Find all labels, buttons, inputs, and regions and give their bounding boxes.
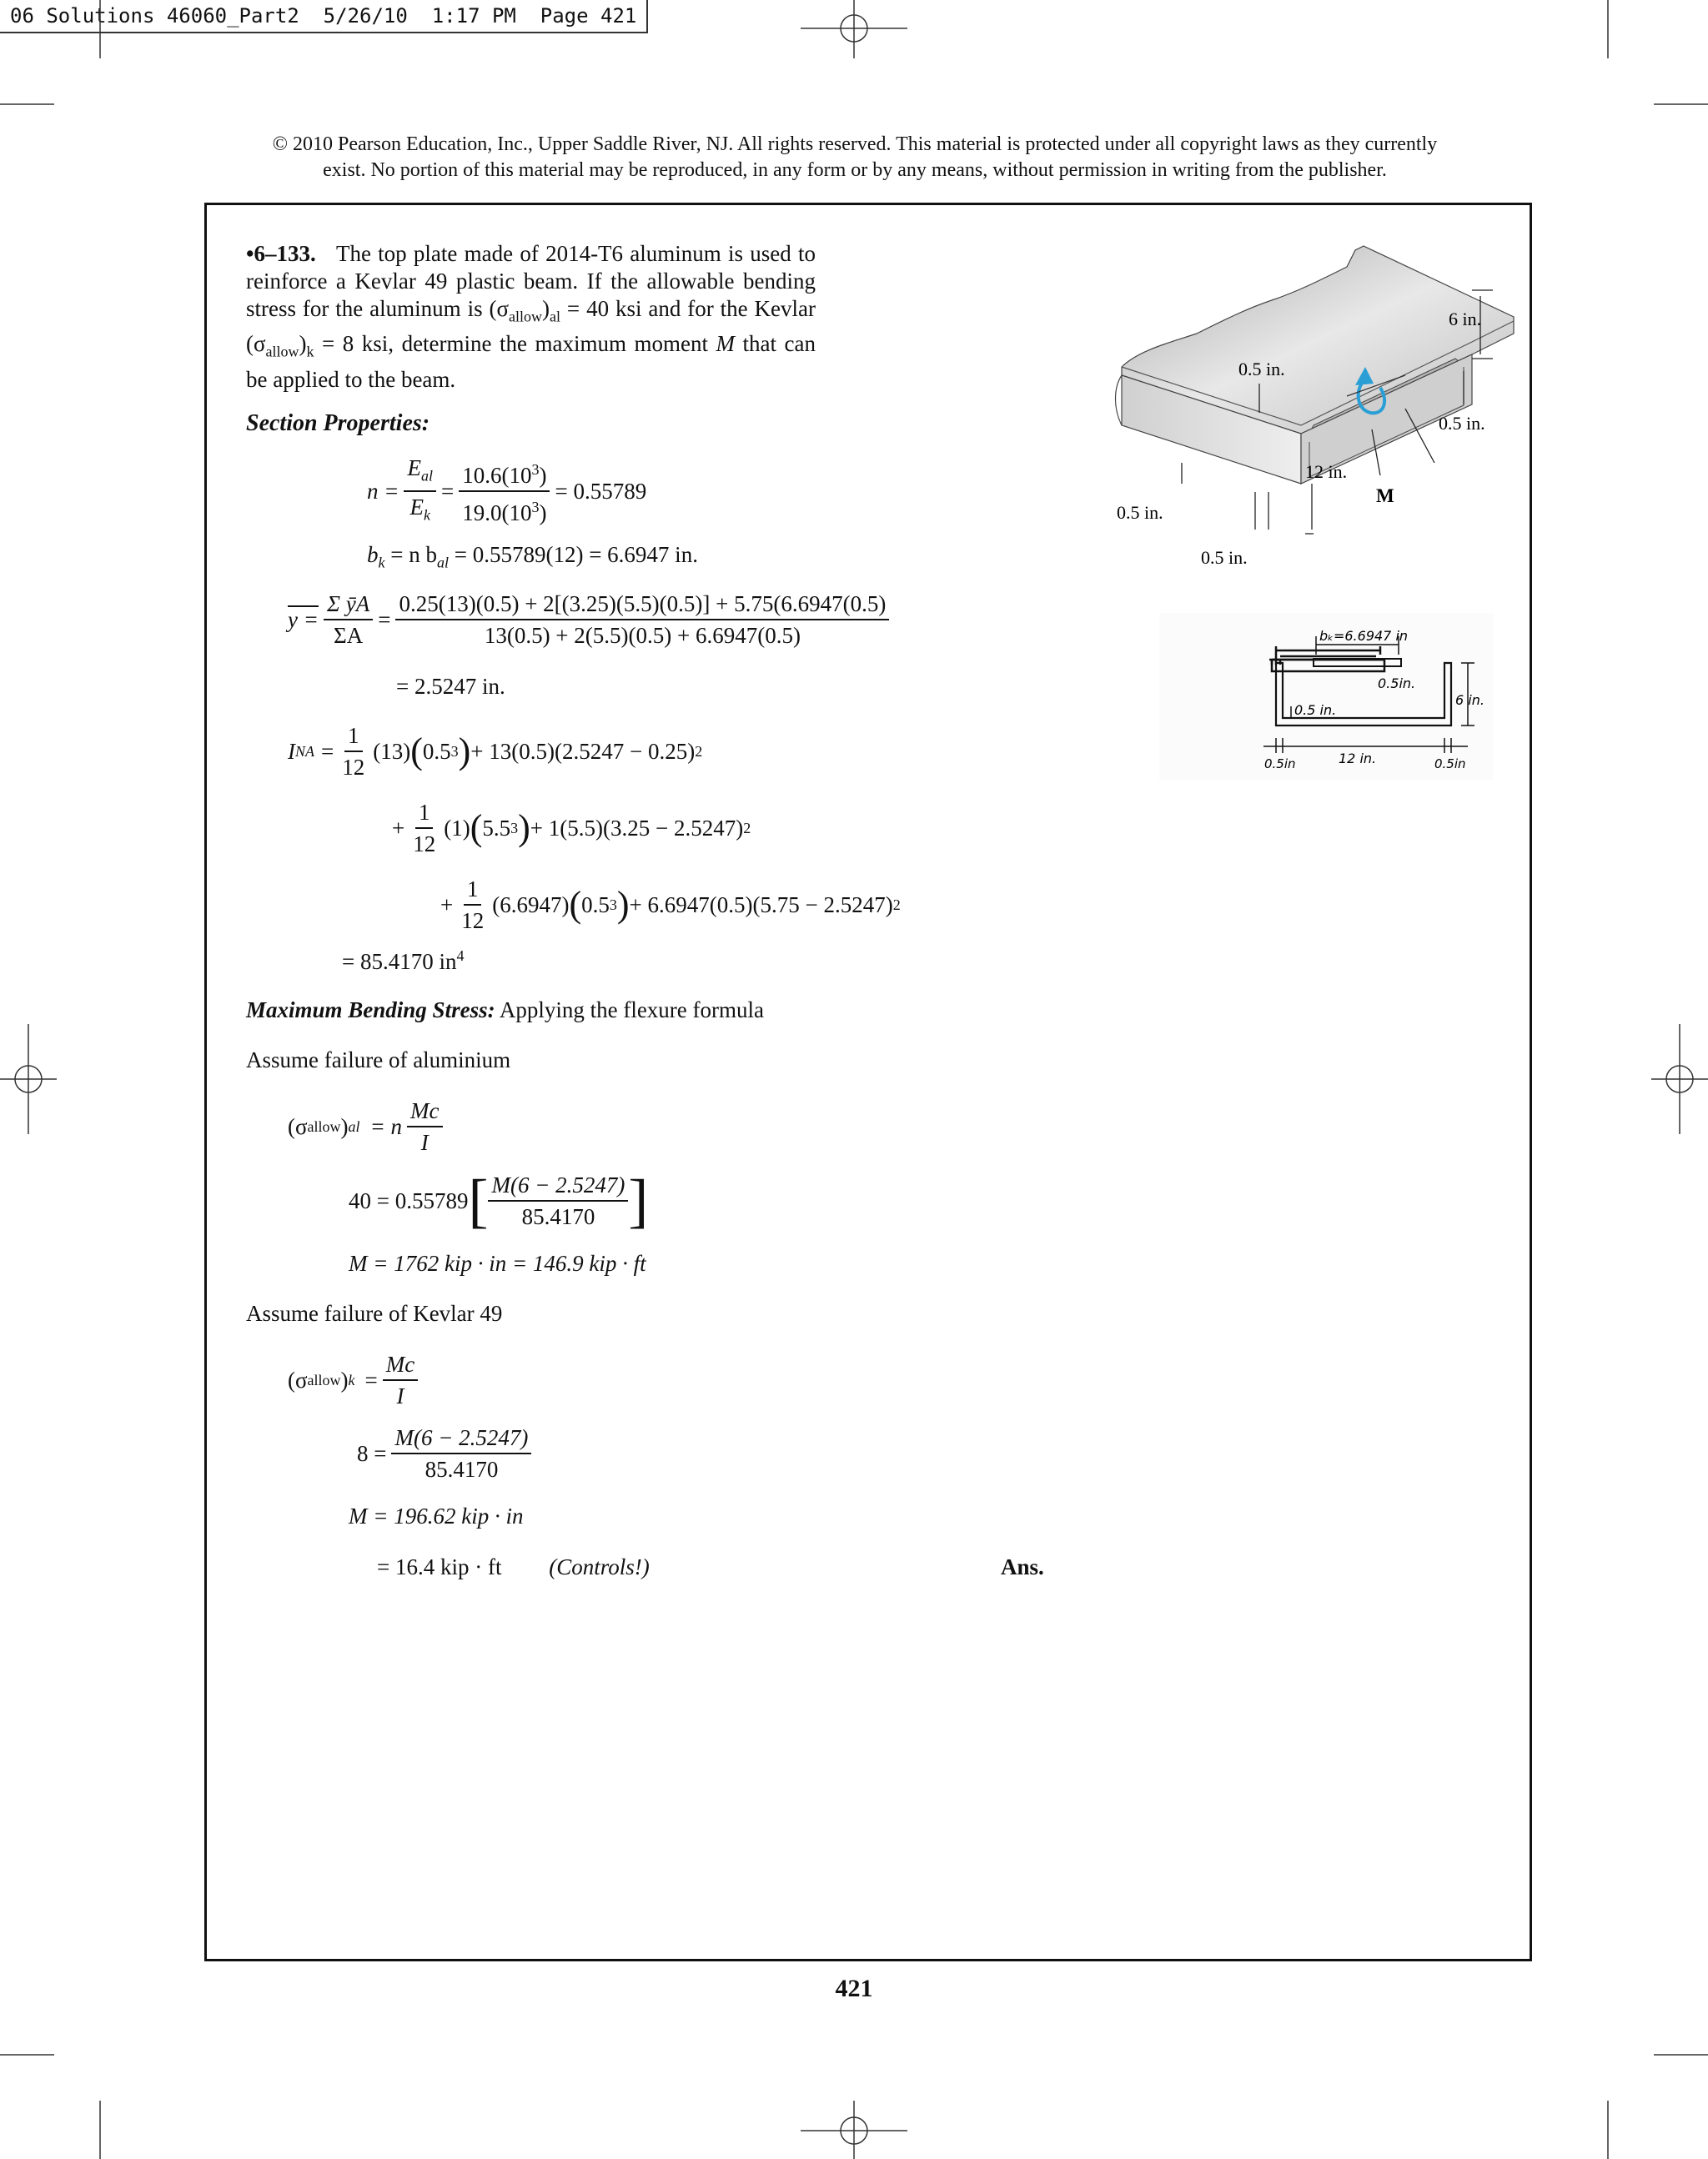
sigma-k-sub-allow: allow bbox=[307, 1371, 341, 1388]
ina-t1-sq: 2 bbox=[695, 742, 703, 760]
n-den-e: E bbox=[409, 495, 424, 520]
n-equals: = bbox=[441, 478, 455, 504]
n-den-exp: 3 bbox=[531, 499, 540, 516]
dim-05-right: 0.5 in. bbox=[1439, 413, 1485, 434]
ina-twelve-3: 12 bbox=[461, 908, 485, 933]
ina-t2-exp: 3 bbox=[510, 819, 519, 836]
n-den-close: ) bbox=[539, 500, 547, 526]
ina-line-2: + $\frac{1}{12}$ (1) ( 5.5 3 ) + 1(5.5)(3.25 − 2.5247) 2 bbox=[392, 800, 751, 856]
problem-sub-k: k bbox=[306, 343, 314, 360]
max-stress-heading bbox=[246, 997, 764, 1023]
bk-sub-al: al bbox=[436, 554, 449, 571]
sketch-width: 12 in. bbox=[1339, 751, 1377, 766]
ina-t1a: (13) bbox=[373, 738, 411, 764]
ina-one-1: 1 bbox=[344, 722, 363, 752]
dim-05-left: 0.5 in. bbox=[1117, 502, 1163, 523]
forty-equation: 40 = 0.55789 [ $\frac{M(6 - 2.5247)}{85.4170}$ ] bbox=[349, 1167, 649, 1234]
sigma-al-eq-n: = n bbox=[369, 1113, 403, 1139]
centroid-equation bbox=[288, 590, 894, 649]
sigma-k-sub-k: k bbox=[348, 1371, 355, 1388]
ina-t3b: 0.5 bbox=[581, 891, 610, 917]
problem-text-k: that can be applied to the beam. bbox=[246, 331, 816, 392]
modular-ratio-equation bbox=[367, 454, 646, 529]
problem-text-i: = 8 ksi, determine the maximum moment bbox=[314, 331, 716, 357]
ina-t3-sq: 2 bbox=[892, 896, 901, 913]
sigma-k-open: (σ bbox=[288, 1367, 308, 1393]
sigma-k-equation bbox=[288, 1351, 423, 1409]
ina-t3c: + 6.6947(0.5)(5.75 − 2.5247) bbox=[629, 891, 893, 917]
m-al-result bbox=[349, 1251, 646, 1277]
beam-3d-figure bbox=[1105, 242, 1539, 575]
ina-result bbox=[342, 947, 464, 975]
problem-sub-allow: allow bbox=[509, 308, 543, 325]
sigma-k-close: ) bbox=[340, 1367, 349, 1393]
ybar-result: = 2.5247 in. bbox=[396, 674, 505, 699]
eight-num: M(6 − 2.5247) bbox=[391, 1424, 531, 1454]
n-result: = 0.55789 bbox=[555, 478, 647, 504]
bk-sub-k: k bbox=[378, 554, 385, 571]
copyright-line-2: exist. No portion of this material may be reproduced, in any form or by any means, without permission in writing from the publisher. bbox=[323, 159, 1387, 181]
n-num-value: 10.6(10 bbox=[462, 463, 532, 489]
ina-t1-exp: 3 bbox=[450, 742, 459, 760]
ina-twelve-2: 12 bbox=[413, 831, 436, 856]
n-num-exp: 3 bbox=[531, 461, 540, 479]
dim-05-bottom: 0.5 in. bbox=[1201, 547, 1248, 568]
dim-12in: 12 in. bbox=[1305, 461, 1348, 482]
sketch-right-thickness: 0.5in bbox=[1434, 756, 1466, 771]
sketch-top-thickness: 0.5in. bbox=[1378, 675, 1416, 691]
ybar-sum-ya: Σ ȳA bbox=[324, 590, 373, 620]
m-al-result-text: M = 1762 kip · in = 146.9 kip · ft bbox=[349, 1251, 646, 1276]
problem-moment-m: M bbox=[716, 331, 736, 357]
ina-i: I bbox=[288, 738, 295, 764]
ina-t2c: + 1(5.5)(3.25 − 2.5247) bbox=[530, 815, 744, 841]
assume-aluminium: Assume failure of aluminium bbox=[246, 1047, 511, 1072]
ina-line-1: I NA = $\frac{1}{12}$ (13) ( 0.5 3 ) + 13(0.5)(2.5247 − 0.25) 2 bbox=[288, 723, 703, 780]
ina-line-3: + $\frac{1}{12}$ (6.6947) ( 0.5 3 ) + 6.6947(0.5)(5.75 − 2.5247) 2 bbox=[440, 876, 901, 933]
bk-equation bbox=[367, 542, 698, 571]
ina-twelve-1: 12 bbox=[342, 755, 365, 780]
ybar-sum-a: ΣA bbox=[334, 623, 364, 648]
ina-one-2: 1 bbox=[415, 799, 434, 829]
sigma-k-i: I bbox=[396, 1383, 404, 1408]
m-k-ft-text: = 16.4 kip · ft bbox=[377, 1554, 502, 1579]
moment-label: M bbox=[1376, 485, 1394, 506]
bk-result: = 0.55789(12) = 6.6947 in. bbox=[449, 542, 698, 567]
max-stress-subtitle: Applying the flexure formula bbox=[495, 997, 764, 1022]
ybar-equals: = bbox=[378, 606, 391, 632]
sigma-al-open: (σ bbox=[288, 1113, 308, 1139]
n-num-close: ) bbox=[539, 463, 547, 489]
ina-one-3: 1 bbox=[464, 876, 482, 906]
ybar-denominator: 13(0.5) + 2(5.5)(0.5) + 6.6947(0.5) bbox=[484, 623, 801, 648]
ina-sub-na: NA bbox=[295, 742, 315, 760]
ina-t1b: 0.5 bbox=[422, 738, 451, 764]
n-num-sub: al bbox=[420, 467, 433, 485]
assume-kevlar: Assume failure of Kevlar 49 bbox=[246, 1301, 503, 1326]
sigma-k-eq: = bbox=[364, 1367, 378, 1393]
problem-statement bbox=[246, 240, 816, 394]
m-k-ft bbox=[377, 1554, 650, 1580]
sketch-height: 6 in. bbox=[1455, 692, 1484, 708]
cross-section-sketch bbox=[1159, 613, 1493, 780]
n-den-value: 19.0(10 bbox=[462, 500, 532, 526]
problem-sub-al: al bbox=[550, 308, 561, 325]
sigma-al-mc: Mc bbox=[407, 1097, 442, 1127]
problem-number: •6–133. bbox=[246, 241, 316, 266]
m-k-result-text: M = 196.62 kip · in bbox=[349, 1504, 524, 1529]
sigma-al-sub-al: al bbox=[348, 1117, 360, 1135]
eight-lhs: 8 = bbox=[357, 1440, 387, 1466]
ina-t3a: (6.6947) bbox=[492, 891, 570, 917]
n-den-sub: k bbox=[423, 506, 430, 524]
forty-num: M(6 − 2.5247) bbox=[488, 1172, 628, 1202]
sketch-bk: bₖ=6.6947 in bbox=[1319, 628, 1409, 644]
problem-paren-2: ) bbox=[299, 331, 307, 357]
ina-t1c: + 13(0.5)(2.5247 − 0.25) bbox=[470, 738, 696, 764]
answer-label: Ans. bbox=[1001, 1554, 1044, 1579]
ybar-lhs: y = bbox=[288, 606, 319, 632]
ina-plus-2: + bbox=[392, 815, 405, 841]
ina-t2-sq: 2 bbox=[743, 819, 751, 836]
sketch-inner-thickness: 0.5 in. bbox=[1294, 702, 1337, 718]
sigma-al-sub-allow: allow bbox=[307, 1117, 341, 1135]
ina-t2b: 5.5 bbox=[482, 815, 511, 841]
ina-t2a: (1) bbox=[444, 815, 470, 841]
n-num-e: E bbox=[407, 455, 421, 480]
dim-05-top: 0.5 in. bbox=[1238, 359, 1285, 379]
copyright-notice bbox=[167, 132, 1543, 183]
sketch-left-thickness: 0.5in bbox=[1264, 756, 1296, 771]
problem-sub-allow-2: allow bbox=[265, 343, 299, 360]
dim-6in: 6 in. bbox=[1449, 309, 1482, 329]
problem-text-e: = 40 ksi and for the Kevlar (σ bbox=[246, 296, 816, 357]
eight-den: 85.4170 bbox=[424, 1457, 499, 1482]
controls-note: (Controls!) bbox=[549, 1554, 650, 1579]
max-stress-title: Maximum Bending Stress: bbox=[246, 997, 495, 1022]
ina-equals: = bbox=[321, 738, 334, 764]
ina-result-exp: 4 bbox=[456, 947, 465, 964]
eight-equation bbox=[357, 1424, 536, 1483]
section-properties-heading: Section Properties: bbox=[246, 410, 430, 436]
m-k-result bbox=[349, 1504, 523, 1529]
forty-lhs: 40 = 0.55789 bbox=[349, 1187, 469, 1213]
sigma-al-close: ) bbox=[340, 1113, 349, 1139]
ybar-numerator: 0.25(13)(0.5) + 2[(3.25)(5.5)(0.5)] + 5.75(6.6947(0.5) bbox=[395, 590, 889, 620]
problem-paren: ) bbox=[542, 296, 550, 321]
sigma-al-equation bbox=[288, 1097, 448, 1156]
ina-result-text: = 85.4170 in bbox=[342, 949, 457, 974]
bk-b: b bbox=[367, 542, 379, 567]
sigma-al-i: I bbox=[420, 1130, 429, 1155]
problem-text-a: The top plate made of 2014-T6 aluminum is used to reinforce a Kevlar 49 plastic beam. If the allowable bending stress for the aluminum is (σ bbox=[246, 241, 816, 321]
print-slug: 06 Solutions 46060_Part2 5/26/10 1:17 PM Page 421 bbox=[0, 0, 648, 33]
ina-plus-3: + bbox=[440, 891, 454, 917]
bk-nb: = n b bbox=[384, 542, 437, 567]
ina-t3-exp: 3 bbox=[609, 896, 617, 913]
n-lhs: n = bbox=[367, 478, 399, 504]
copyright-line-1: © 2010 Pearson Education, Inc., Upper Saddle River, NJ. All rights reserved. This material is protected under all copyright laws as they currently bbox=[272, 133, 1438, 155]
forty-den: 85.4170 bbox=[521, 1204, 595, 1229]
sigma-k-mc: Mc bbox=[383, 1351, 418, 1381]
page-number: 421 bbox=[835, 1975, 873, 2002]
